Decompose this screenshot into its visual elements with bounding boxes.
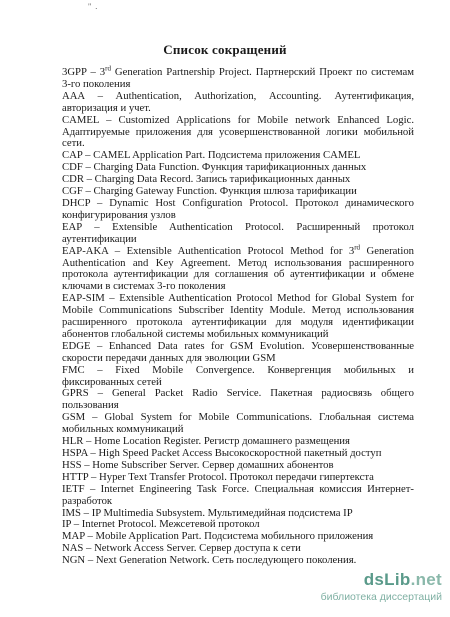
entry-text: NAS – Network Access Server. Сервер доступа к сети xyxy=(62,542,301,555)
abbreviation-entry xyxy=(62,222,414,246)
entry-text: 3GPP – 3 xyxy=(62,66,106,78)
entry-text: EDGE – Enhanced Data rates for GSM Evolution. Усовершенствованные скорости передачи данных для эволюции GSM xyxy=(62,339,414,364)
abbreviation-entry xyxy=(62,115,414,151)
abbreviation-entry xyxy=(62,341,414,365)
entry-text: CDR – Charging Data Record. Запись тарификационных данных xyxy=(62,173,351,186)
entry-text: HTTP – Hyper Text Transfer Protocol. Протокол передачи гипертекста xyxy=(62,470,374,483)
abbreviation-entry xyxy=(62,198,414,222)
entry-text: DHCP – Dynamic Host Configuration Protocol. Протокол динамического конфигурирования узлов xyxy=(62,196,414,221)
abbreviation-entry xyxy=(62,388,414,412)
abbreviation-list xyxy=(62,64,415,567)
entry-text: CDF – Charging Data Function. Функция тарификационных данных xyxy=(62,161,367,174)
abbreviation-entry xyxy=(62,64,414,91)
entry-text-continued: Generation Partnership Project. Партнерский Проект по системам 3-го поколения xyxy=(62,66,414,90)
watermark-logo: dsLib.net xyxy=(363,570,442,589)
page-title: Список сокращений xyxy=(163,42,287,57)
entry-text: GPRS – General Packet Radio Service. Пакетная радиосвязь общего пользования xyxy=(62,387,414,412)
entry-text: NGN – Next Generation Network. Сеть последующего поколения. xyxy=(62,554,357,567)
entry-text: GSM – Global System for Mobile Communications. Глобальная система мобильных коммуникаций xyxy=(62,411,414,436)
ordinal-superscript: rd xyxy=(354,243,361,252)
entry-text: FMC – Fixed Mobile Convergence. Конвергенция мобильных и фиксированных сетей xyxy=(62,363,414,388)
entry-text: CAMEL – Customized Applications for Mobile network Enhanced Logic. Адаптируемые приложения для усовершенствованной логики мобильной сети. xyxy=(62,113,414,150)
entry-text: IETF – Internet Engineering Task Force. Специальная комиссия Интернет-разработок xyxy=(62,482,414,507)
ordinal-superscript: rd xyxy=(105,64,111,73)
abbreviation-entry xyxy=(62,243,415,294)
entry-text: HLR – Home Location Register. Регистр домашнего размещения xyxy=(62,435,350,448)
entry-text: CGF – Charging Gateway Function. Функция шлюза тарификации xyxy=(62,185,357,198)
abbreviation-entry xyxy=(62,365,414,389)
watermark-tagline: библиотека диссертаций xyxy=(320,591,442,603)
entry-text: CAP – CAMEL Application Part. Подсистема приложения CAMEL xyxy=(62,149,361,162)
entry-text: EAP-AKA – Extensible Authentication Protocol Method for 3 xyxy=(62,244,355,257)
watermark xyxy=(321,570,442,603)
abbreviation-entry xyxy=(62,91,414,115)
entry-text: IP – Internet Protocol. Межсетевой протокол xyxy=(62,518,260,531)
entry-text: AAA – Authentication, Authorization, Accounting. Аутентификация, авторизация и учет. xyxy=(62,89,414,114)
entry-text: HSPA – High Speed Packet Access Высокоскоростной пакетный доступ xyxy=(62,447,382,459)
entry-text: MAP – Mobile Application Part. Подсистема мобильного приложения xyxy=(62,530,374,543)
entry-text-continued: Generation Authentication and Key Agreement. Метод использования расширенного протокола аутентификации для соглашения об аутентификации и обмене ключами в системах 3-го поколения xyxy=(62,244,415,293)
entry-text: EAP-SIM – Extensible Authentication Protocol Method for Global System for Mobile Communications Subscriber Identity Module. Метод использования расширенного протокола аутентификации для модуля идентификации абонентов глобальной системы мобильных коммуникаций xyxy=(62,292,414,340)
watermark-logo-suffix: .net xyxy=(410,570,442,589)
abbreviation-entry xyxy=(62,555,414,567)
entry-text: EAP – Extensible Authentication Protocol. Расширенный протокол аутентификации xyxy=(62,220,414,245)
entry-text: IMS – IP Multimedia Subsystem. Мультимедийная подсистема IP xyxy=(62,506,353,519)
abbreviation-entry xyxy=(62,293,414,341)
scan-mark: " . xyxy=(88,2,99,11)
entry-text: HSS – Home Subscriber Server. Сервер домашних абонентов xyxy=(62,458,334,471)
abbreviation-entry xyxy=(62,484,414,508)
abbreviation-entry xyxy=(62,412,414,436)
